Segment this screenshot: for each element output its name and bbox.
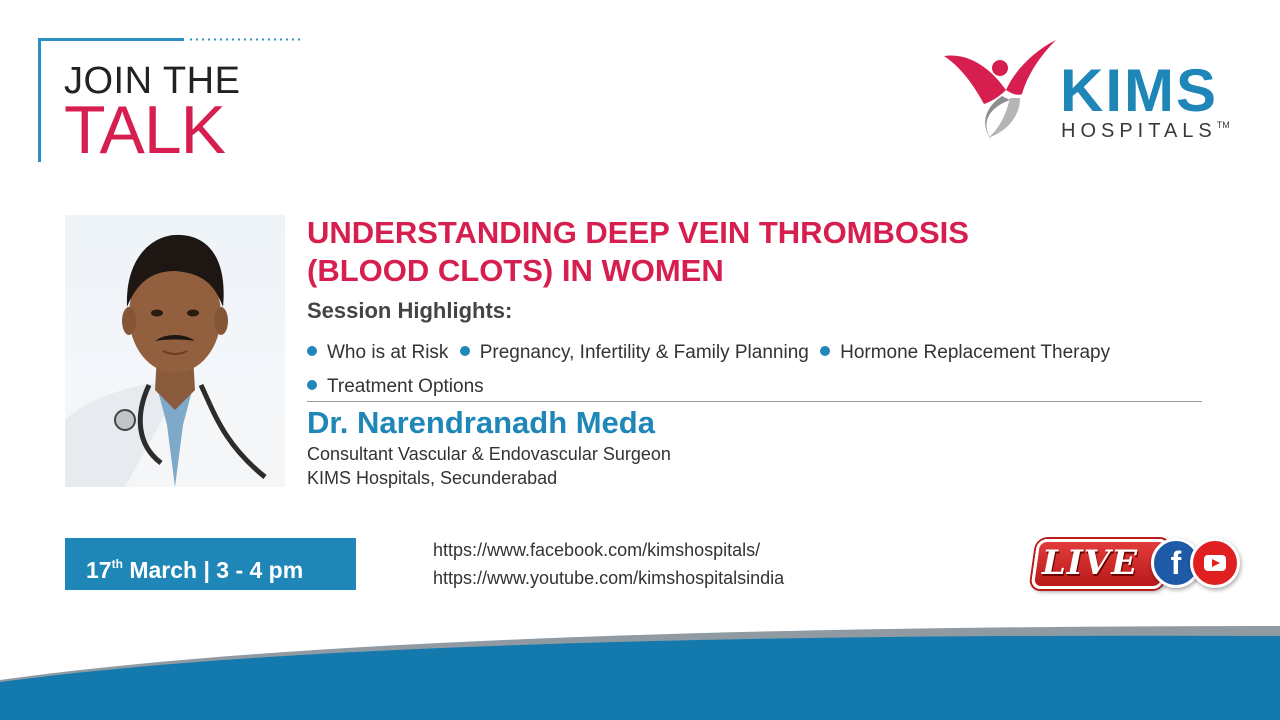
frame-dotted-line: [188, 38, 300, 41]
facebook-link[interactable]: https://www.facebook.com/kimshospitals/: [433, 540, 761, 560]
speaker-role: Consultant Vascular & Endovascular Surgeon: [307, 444, 671, 464]
event-date-box: 17th March | 3 - 4 pm: [65, 538, 356, 590]
kims-logo: [940, 38, 1250, 148]
highlight-bullet-icon: [307, 346, 317, 356]
highlight-bullet-icon: [307, 380, 317, 390]
highlight-bullet-icon: [460, 346, 470, 356]
section-divider: [307, 401, 1202, 402]
speaker-name: Dr. Narendranadh Meda: [307, 405, 655, 440]
highlight-item: Treatment Options: [307, 370, 484, 404]
speaker-photo: [65, 215, 285, 487]
session-title-line1: UNDERSTANDING DEEP VEIN THROMBOSIS: [307, 215, 969, 250]
social-links: [433, 536, 784, 592]
talk-heading: TALK: [64, 92, 226, 168]
bottom-wave-decoration: [0, 620, 1280, 720]
youtube-link[interactable]: https://www.youtube.com/kimshospitalsindia: [433, 568, 785, 588]
speaker-details: [307, 442, 671, 490]
youtube-icon: [1190, 538, 1240, 588]
event-date-time: March | 3 - 4 pm: [129, 557, 304, 583]
kims-wordmark: KIMS: [1060, 57, 1218, 124]
hospitals-wordmark: HOSPITALS™: [1061, 120, 1230, 142]
date-suffix: th: [111, 557, 123, 571]
speaker-organization: KIMS Hospitals, Secunderabad: [307, 468, 558, 488]
kims-figure-icon: [940, 38, 1060, 148]
frame-top-line: [38, 38, 184, 41]
session-highlights-list: [307, 336, 1237, 404]
frame-left-line: [38, 38, 41, 162]
live-label: LIVE: [1042, 543, 1139, 583]
session-title-line2: (BLOOD CLOTS) IN WOMEN: [307, 253, 724, 288]
highlight-item: Hormone Replacement Therapy: [820, 336, 1110, 370]
highlight-bullet-icon: [820, 346, 830, 356]
highlight-item: Who is at Risk: [307, 336, 448, 370]
highlight-item: Pregnancy, Infertility & Family Planning: [460, 336, 809, 370]
session-title: [307, 214, 1207, 290]
join-the-heading: JOIN THE: [64, 60, 241, 102]
facebook-icon: f: [1151, 538, 1201, 588]
trademark-mark: TM: [1216, 120, 1230, 130]
session-highlights-heading: Session Highlights:: [307, 298, 513, 323]
live-badge: [1034, 536, 1248, 592]
